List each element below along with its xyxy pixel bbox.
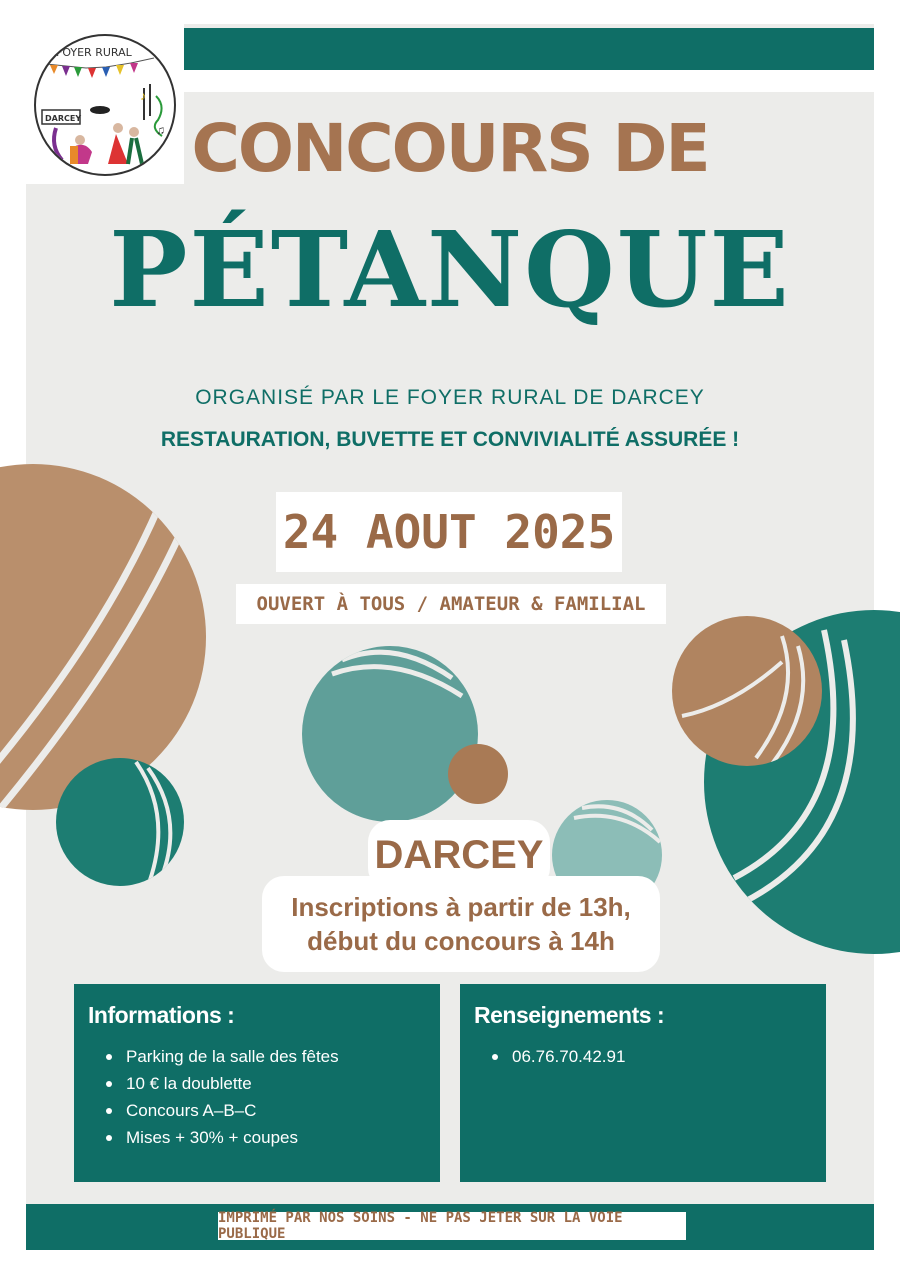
title-concours-de: CONCOURS DE [191, 110, 709, 187]
svg-text:♫: ♫ [156, 123, 165, 137]
petanque-ball-center-teal-icon [302, 646, 478, 822]
logo-title: FOYER RURAL [56, 46, 132, 59]
list-item: 10 € la doublette [106, 1070, 426, 1097]
schedule-line-2: début du concours à 14h [307, 926, 615, 956]
svg-text:♪: ♪ [140, 89, 146, 103]
renseignements-title: Renseignements : [474, 1002, 665, 1028]
phone-number: 06.76.70.42.91 [492, 1043, 812, 1070]
top-accent-bar [184, 28, 874, 70]
informations-panel [74, 984, 440, 1182]
informations-list [88, 1043, 426, 1151]
informations-title: Informations : [88, 1002, 235, 1028]
petanque-ball-small-teal-left-icon [56, 758, 184, 886]
list-item: Mises + 30% + coupes [106, 1124, 426, 1151]
location-town: DARCEY [368, 820, 550, 890]
list-item: Parking de la salle des fêtes [106, 1043, 426, 1070]
top-white-strip [184, 70, 874, 92]
petanque-ball-tan-right-icon [672, 616, 822, 766]
cochonnet-icon [448, 744, 508, 804]
schedule-line-1: Inscriptions à partir de 13h, [291, 892, 631, 922]
renseignements-list [474, 1043, 812, 1070]
audience-label: OUVERT À TOUS / AMATEUR & FAMILIAL [236, 584, 666, 624]
footer-notice: IMPRIMÉ PAR NOS SOINS - NE PAS JETER SUR LA VOIE PUBLIQUE [218, 1212, 686, 1240]
organizer-line: ORGANISÉ PAR LE FOYER RURAL DE DARCEY [195, 386, 705, 409]
event-date: 24 AOUT 2025 [276, 492, 622, 572]
schedule-box [262, 876, 660, 972]
catering-line: RESTAURATION, BUVETTE ET CONVIVIALITÉ ASSURÉE ! [160, 428, 740, 451]
logo-sign-text: DARCEY [45, 114, 82, 123]
title-petanque: PÉTANQUE [109, 208, 791, 331]
list-item: Concours A–B–C [106, 1097, 426, 1124]
renseignements-panel [460, 984, 826, 1182]
